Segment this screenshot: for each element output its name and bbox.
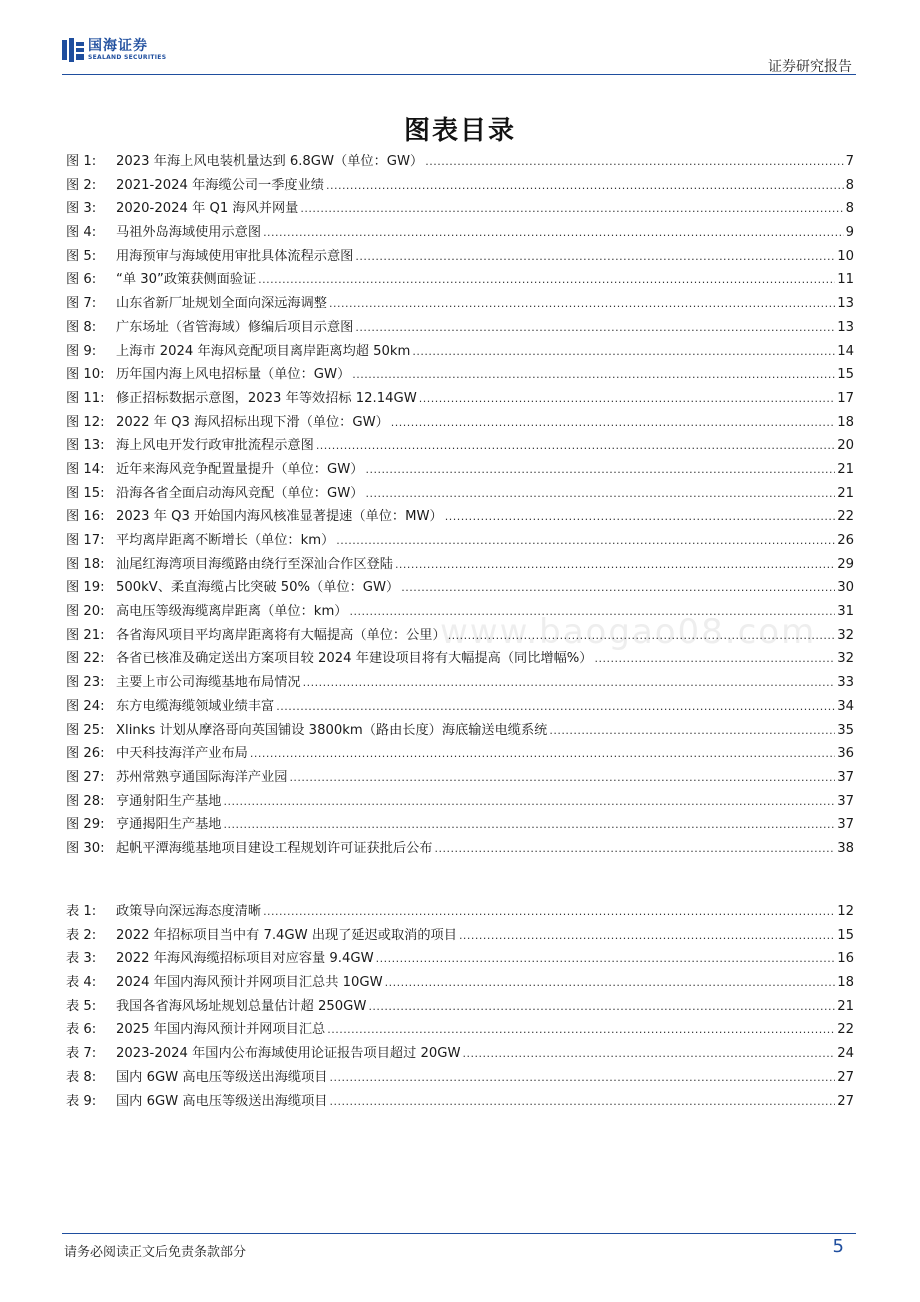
entry-label: 表 9:: [66, 1093, 97, 1109]
dot-leader: [329, 297, 835, 310]
entry-label: 图 1:: [66, 154, 97, 169]
dot-leader: [336, 534, 835, 547]
dot-leader: [459, 929, 835, 942]
dot-leader: [300, 202, 843, 215]
entry-label: 图 18:: [66, 556, 105, 572]
dot-leader: [263, 905, 835, 918]
entry-label: 图 28:: [66, 793, 105, 809]
figure-entry[interactable]: [66, 576, 854, 600]
dot-leader: [395, 558, 835, 571]
entry-title: 各省海风项目平均离岸距离将有大幅提高（单位：公里）: [116, 627, 446, 643]
entry-label: 图 15:: [66, 485, 105, 501]
entry-label: 图 29:: [66, 817, 105, 833]
entry-page-number: 37: [837, 769, 854, 785]
entry-page-number: 24: [837, 1046, 854, 1062]
entry-title: 东方电缆海缆领域业绩丰富: [116, 698, 275, 714]
entry-title: 平均离岸距离不断增长（单位：km）: [116, 533, 335, 548]
figure-entry[interactable]: [66, 813, 854, 837]
dot-leader: [276, 700, 835, 713]
entry-page-number: 32: [837, 627, 854, 643]
entry-page-number: 21: [837, 998, 854, 1014]
table-entry[interactable]: [66, 900, 854, 924]
dot-leader: [316, 439, 835, 452]
dot-leader: [327, 1023, 835, 1036]
dot-leader: [448, 629, 836, 642]
entry-label: 图 2:: [66, 177, 97, 193]
entry-title: 各省已核准及确定送出方案项目较 2024 年建设项目将有大幅提高（同比增幅%）: [116, 651, 593, 667]
page-header: [62, 38, 856, 74]
entry-title: 历年国内海上风电招标量（单位：GW）: [116, 367, 351, 383]
entry-title: 国内 6GW 高电压等级送出海缆项目: [116, 1093, 328, 1109]
entry-page-number: 13: [837, 296, 854, 312]
dot-leader: [329, 1071, 835, 1084]
entry-page-number: 18: [837, 975, 854, 991]
entry-title: Xlinks 计划从摩洛哥向英国铺设 3800km（路由长度）海底输送电缆系统: [116, 722, 548, 738]
dot-leader: [368, 1000, 835, 1013]
entry-label: 表 2:: [66, 927, 97, 943]
dot-leader: [412, 345, 835, 358]
entry-title: 汕尾红海湾项目海缆路由绕行至深汕合作区登陆: [116, 556, 393, 572]
entry-label: 表 3:: [66, 951, 97, 967]
entry-title: 2025 年国内海风预计并网项目汇总: [116, 1022, 326, 1038]
entry-label: 表 6:: [66, 1022, 97, 1038]
figure-entry[interactable]: [66, 790, 854, 814]
figure-entry[interactable]: [66, 411, 854, 435]
entry-title: 中天科技海洋产业布局: [116, 746, 248, 762]
entry-title: 马祖外岛海域使用示意图: [116, 225, 262, 241]
figure-entry[interactable]: [66, 316, 854, 340]
entry-title: 广东场址（省管海域）修编后项目示意图: [116, 319, 354, 335]
entry-title: 起帆平潭海缆基地项目建设工程规划许可证获批后公布: [116, 840, 433, 856]
entry-page-number: 20: [837, 438, 854, 454]
dot-leader: [224, 818, 836, 831]
entry-page-number: 18: [837, 414, 854, 430]
entry-title: 2023 年 Q3 开始国内海风核准显著提速（单位：MW）: [116, 509, 443, 525]
figure-entry[interactable]: [66, 434, 854, 458]
figure-entry[interactable]: [66, 363, 854, 387]
figure-list: [66, 150, 854, 861]
dot-leader: [425, 155, 843, 168]
entry-label: 图 26:: [66, 746, 105, 762]
entry-title: 高电压等级海缆离岸距离（单位：km）: [116, 604, 348, 620]
entry-title: 国内 6GW 高电压等级送出海缆项目: [116, 1069, 328, 1085]
figure-entry[interactable]: [66, 553, 854, 577]
dot-leader: [549, 724, 835, 737]
figure-entry[interactable]: [66, 719, 854, 743]
entry-label: 图 9:: [66, 343, 97, 359]
dot-leader: [419, 392, 835, 405]
entry-title: 海上风电开发行政审批流程示意图: [116, 438, 314, 454]
table-entry[interactable]: [66, 924, 854, 948]
entry-page-number: 37: [837, 817, 854, 833]
entry-title: 2021-2024 年海缆公司一季度业绩: [116, 177, 324, 193]
entry-page-number: 34: [837, 698, 854, 714]
figure-entry[interactable]: [66, 482, 854, 506]
table-entry[interactable]: [66, 1066, 854, 1090]
dot-leader: [401, 581, 835, 594]
dot-leader: [365, 487, 835, 500]
entry-title: 我国各省海风场址规划总量估计超 250GW: [116, 998, 367, 1014]
dot-leader: [435, 842, 836, 855]
entry-label: 表 1:: [66, 904, 97, 919]
entry-label: 图 13:: [66, 438, 105, 454]
dot-leader: [326, 179, 844, 192]
logo-english-name: SEALAND SECURITIES: [88, 54, 167, 61]
figure-entry[interactable]: [66, 624, 854, 648]
table-entry[interactable]: [66, 995, 854, 1019]
entry-page-number: 32: [837, 651, 854, 667]
entry-page-number: 37: [837, 793, 854, 809]
figure-entry[interactable]: [66, 695, 854, 719]
entry-page-number: 15: [837, 927, 854, 943]
table-entry[interactable]: [66, 1090, 854, 1114]
entry-label: 图 17:: [66, 533, 105, 548]
dot-leader: [355, 321, 835, 334]
entry-page-number: 27: [837, 1093, 854, 1109]
figure-entry[interactable]: [66, 837, 854, 861]
entry-page-number: 26: [837, 533, 854, 548]
dot-leader: [349, 605, 835, 618]
dot-leader: [365, 463, 835, 476]
figure-entry[interactable]: [66, 505, 854, 529]
entry-page-number: 21: [837, 485, 854, 501]
entry-page-number: 38: [837, 840, 854, 856]
entry-title: 2022 年海风海缆招标项目对应容量 9.4GW: [116, 951, 374, 967]
figure-entry[interactable]: [66, 174, 854, 198]
entry-label: 图 19:: [66, 580, 105, 596]
entry-title: 山东省新厂址规划全面向深远海调整: [116, 296, 327, 312]
figure-entry[interactable]: [66, 387, 854, 411]
entry-page-number: 11: [837, 272, 854, 288]
entry-page-number: 7: [845, 154, 854, 169]
entry-page-number: 29: [837, 556, 854, 572]
table-entry[interactable]: [66, 1018, 854, 1042]
figure-entry[interactable]: [66, 150, 854, 174]
page-number: 5: [832, 1236, 844, 1257]
entry-label: 图 27:: [66, 769, 105, 785]
entry-title: 上海市 2024 年海风竞配项目离岸距离均超 50km: [116, 343, 411, 359]
entry-label: 表 8:: [66, 1069, 97, 1085]
figure-entry[interactable]: [66, 458, 854, 482]
entry-page-number: 15: [837, 367, 854, 383]
entry-title: 用海预审与海域使用审批具体流程示意图: [116, 248, 354, 264]
entry-label: 图 16:: [66, 509, 105, 525]
entry-label: 图 5:: [66, 248, 97, 264]
dot-leader: [355, 250, 835, 263]
entry-page-number: 9: [845, 225, 854, 241]
dot-leader: [391, 416, 835, 429]
entry-label: 表 7:: [66, 1046, 97, 1062]
report-type-label: 证券研究报告: [768, 59, 852, 75]
entry-page-number: 27: [837, 1069, 854, 1085]
entry-label: 图 10:: [66, 367, 105, 383]
entry-label: 图 30:: [66, 840, 105, 856]
entry-label: 图 7:: [66, 296, 97, 312]
dot-leader: [463, 1047, 836, 1060]
entry-page-number: 22: [837, 1022, 854, 1038]
entry-label: 图 3:: [66, 201, 97, 217]
entry-title: 2024 年国内海风预计并网项目汇总共 10GW: [116, 975, 383, 991]
dot-leader: [224, 795, 836, 808]
entry-title: 2020-2024 年 Q1 海风并网量: [116, 201, 299, 217]
entry-title: 2023 年海上风电装机量达到 6.8GW（单位：GW）: [116, 154, 424, 169]
entry-page-number: 21: [837, 461, 854, 477]
entry-page-number: 30: [837, 580, 854, 596]
disclaimer-note: 请务必阅读正文后免责条款部分: [64, 1245, 247, 1260]
entry-label: 图 25:: [66, 722, 105, 738]
entry-title: “单 30”政策获侧面验证: [116, 272, 257, 288]
figure-entry[interactable]: [66, 647, 854, 671]
sealand-logo-icon: [62, 38, 84, 62]
entry-title: 亨通射阳生产基地: [116, 793, 222, 809]
figure-entry[interactable]: [66, 671, 854, 695]
figure-entry[interactable]: [66, 292, 854, 316]
entry-label: 图 4:: [66, 225, 97, 241]
entry-title: 500kV、柔直海缆占比突破 50%（单位：GW）: [116, 580, 400, 596]
entry-title: 近年来海风竞争配置量提升（单位：GW）: [116, 461, 364, 477]
entry-page-number: 16: [837, 951, 854, 967]
entry-page-number: 10: [837, 248, 854, 264]
figure-entry[interactable]: [66, 340, 854, 364]
entry-page-number: 31: [837, 604, 854, 620]
page-title: 图表目录: [403, 116, 516, 146]
table-entry[interactable]: [66, 947, 854, 971]
entry-label: 图 22:: [66, 651, 105, 667]
logo-chinese-name: 国海证券: [88, 38, 148, 54]
figure-entry[interactable]: [66, 245, 854, 269]
dot-leader: [250, 747, 835, 760]
entry-page-number: 8: [845, 177, 854, 193]
entry-title: 2022 年 Q3 海风招标出现下滑（单位：GW）: [116, 414, 389, 430]
table-list: [66, 900, 854, 1113]
entry-label: 图 21:: [66, 627, 105, 643]
footer-divider: [62, 1233, 856, 1234]
entry-label: 表 5:: [66, 998, 97, 1014]
dot-leader: [445, 510, 836, 523]
entry-label: 图 12:: [66, 414, 105, 430]
entry-label: 图 11:: [66, 390, 105, 406]
entry-page-number: 36: [837, 746, 854, 762]
dot-leader: [289, 771, 835, 784]
dot-leader: [594, 652, 835, 665]
entry-page-number: 17: [837, 390, 854, 406]
entry-label: 图 14:: [66, 461, 105, 477]
entry-page-number: 22: [837, 509, 854, 525]
table-entry[interactable]: [66, 971, 854, 995]
entry-title: 主要上市公司海缆基地布局情况: [116, 675, 301, 691]
figure-entry[interactable]: [66, 221, 854, 245]
entry-page-number: 12: [837, 904, 854, 919]
figure-entry[interactable]: [66, 766, 854, 790]
entry-label: 图 6:: [66, 272, 97, 288]
entry-label: 表 4:: [66, 975, 97, 991]
table-entry[interactable]: [66, 1042, 854, 1066]
figure-entry[interactable]: [66, 742, 854, 766]
dot-leader: [376, 952, 836, 965]
dot-leader: [263, 226, 844, 239]
figure-entry[interactable]: [66, 600, 854, 624]
dot-leader: [352, 368, 835, 381]
figure-entry[interactable]: [66, 268, 854, 292]
entry-page-number: 13: [837, 319, 854, 335]
company-logo: [62, 38, 166, 62]
entry-page-number: 35: [837, 722, 854, 738]
watermark: www.baogao08.com: [440, 612, 817, 652]
dot-leader: [258, 273, 835, 286]
entry-label: 图 20:: [66, 604, 105, 620]
dot-leader: [385, 976, 836, 989]
dot-leader: [329, 1095, 835, 1108]
entry-page-number: 33: [837, 675, 854, 691]
entry-title: 苏州常熟亨通国际海洋产业园: [116, 769, 288, 785]
figure-entry[interactable]: [66, 197, 854, 221]
figure-entry[interactable]: [66, 529, 854, 553]
entry-title: 修正招标数据示意图，2023 年等效招标 12.14GW: [116, 390, 417, 406]
entry-label: 图 8:: [66, 319, 97, 335]
dot-leader: [303, 676, 836, 689]
entry-title: 政策导向深远海态度清晰: [116, 904, 262, 919]
entry-title: 亨通揭阳生产基地: [116, 817, 222, 833]
entry-title: 2023-2024 年国内公布海域使用论证报告项目超过 20GW: [116, 1046, 461, 1062]
entry-title: 2022 年招标项目当中有 7.4GW 出现了延迟或取消的项目: [116, 927, 457, 943]
entry-page-number: 8: [845, 201, 854, 217]
entry-page-number: 14: [837, 343, 854, 359]
header-divider: [62, 74, 856, 75]
entry-label: 图 23:: [66, 675, 105, 691]
entry-label: 图 24:: [66, 698, 105, 714]
entry-title: 沿海各省全面启动海风竞配（单位：GW）: [116, 485, 364, 501]
